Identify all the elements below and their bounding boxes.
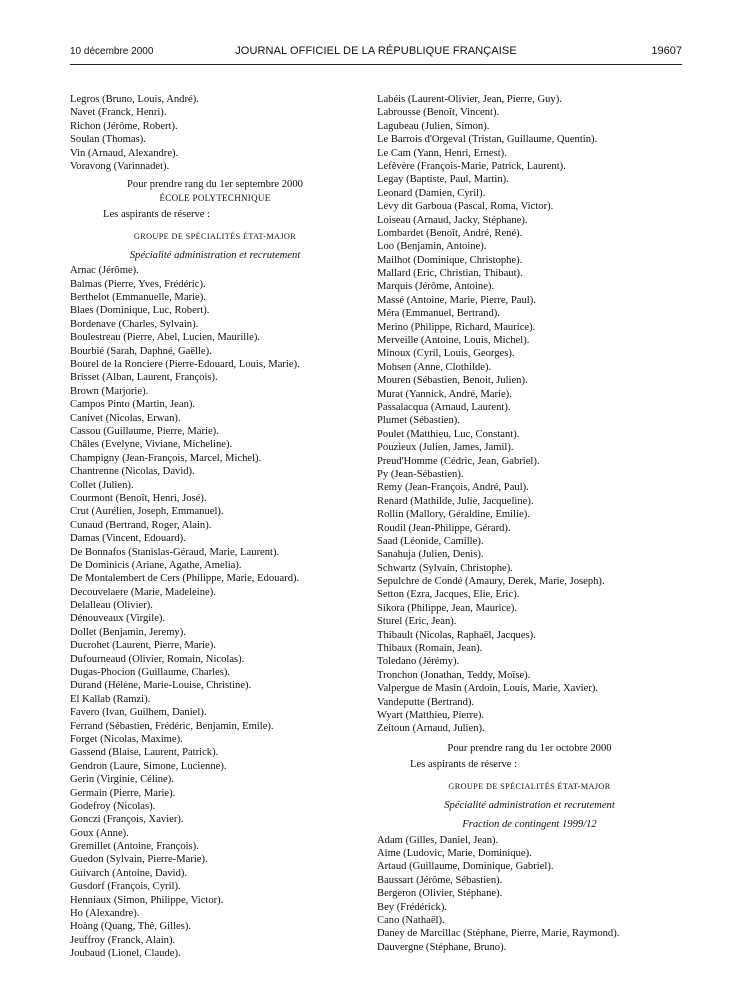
name-entry: Thibaux (Romain, Jean). bbox=[377, 643, 483, 655]
name-entry: Chantrenne (Nicolas, David). bbox=[70, 466, 195, 478]
name-entry: Soulan (Thomas). bbox=[70, 134, 146, 146]
school-heading: ÉCOLE POLYTECHNIQUE bbox=[159, 192, 271, 203]
name-entry: Joubaud (Lionel, Claude). bbox=[70, 948, 181, 960]
name-entry: Crut (Aurélien, Joseph, Emmanuel). bbox=[70, 506, 224, 518]
name-entry: Setton (Ezra, Jacques, Elie, Eric). bbox=[377, 589, 520, 601]
name-entry: Minoux (Cyril, Louis, Georges). bbox=[377, 348, 515, 360]
aspirants-label: Les aspirants de réserve : bbox=[103, 209, 211, 221]
name-entry: Navet (Franck, Henri). bbox=[70, 107, 167, 119]
name-entry: Voravong (Varinnadet). bbox=[70, 160, 170, 172]
name-entry: Preud'Homme (Cédric, Jean, Gabriel). bbox=[377, 455, 540, 467]
rank-heading-october: Pour prendre rang du 1er octobre 2000 bbox=[447, 742, 612, 754]
page-number: 19607 bbox=[651, 45, 682, 57]
name-entry: Courmont (Benoît, Henri, José). bbox=[70, 492, 207, 504]
name-entry: De Montalembert de Cers (Philippe, Marie, Edouard). bbox=[70, 573, 300, 585]
name-entry: Roudil (Jean-Philippe, Gérard). bbox=[377, 522, 511, 534]
name-entry: Mallard (Eric, Christian, Thibaut). bbox=[377, 268, 523, 280]
right-names-october bbox=[377, 834, 682, 955]
journal-title: JOURNAL OFFICIEL DE LA RÉPUBLIQUE FRANÇAISE bbox=[235, 45, 517, 57]
name-entry: Gonczi (François, Xavier). bbox=[70, 814, 184, 826]
name-entry: Merveille (Antoine, Louis, Michel). bbox=[377, 335, 530, 347]
name-entry: Hoàng (Quang, Thê, Gilles). bbox=[70, 921, 192, 933]
name-entry: Valpergue de Masin (Ardoin, Louis, Marie, Xavier). bbox=[377, 683, 599, 695]
name-entry: Sanahuja (Julien, Denis). bbox=[377, 549, 484, 561]
name-entry: Ho (Alexandre). bbox=[70, 908, 140, 920]
name-entry: Baussart (Jérôme, Sébastien). bbox=[377, 874, 503, 886]
name-entry: Sepulchre de Condé (Amaury, Derek, Marie, Joseph). bbox=[377, 576, 605, 588]
name-entry: Labéis (Laurent-Olivier, Jean, Pierre, Guy). bbox=[377, 94, 562, 105]
name-entry: Murat (Yannick, André, Marie). bbox=[377, 388, 512, 400]
name-entry: Durand (Hélène, Marie-Louise, Christine). bbox=[70, 680, 252, 692]
name-entry: Pouzieux (Julien, James, Jamil). bbox=[377, 442, 514, 454]
aspirants-label-october: Les aspirants de réserve : bbox=[410, 759, 518, 771]
name-entry: Sikora (Philippe, Jean, Maurice). bbox=[377, 602, 518, 614]
name-entry: De Dominicis (Ariane, Agathe, Amelia). bbox=[70, 559, 242, 571]
name-entry: Cunaud (Bertrand, Roger, Alain). bbox=[70, 519, 212, 531]
name-entry: Loiseau (Arnaud, Jacky, Stéphane). bbox=[377, 214, 528, 226]
header-rule bbox=[70, 64, 682, 65]
left-column bbox=[70, 93, 360, 961]
name-entry: Balmas (Pierre, Yves, Frédéric). bbox=[70, 278, 206, 290]
name-entry: Le Barrois d'Orgeval (Tristan, Guillaume, Quentin). bbox=[377, 134, 598, 146]
name-entry: Arnac (Jérôme). bbox=[70, 265, 139, 277]
name-entry: Bourbié (Sarah, Daphné, Gaëlle). bbox=[70, 345, 212, 357]
name-entry: Mailhot (Dominique, Christophe). bbox=[377, 254, 523, 266]
name-entry: Rollin (Mallory, Géraldine, Emilie). bbox=[377, 509, 530, 521]
name-entry: Champigny (Jean-François, Marcel, Michel). bbox=[70, 452, 262, 464]
name-entry: Wyart (Matthieu, Pierre). bbox=[377, 709, 485, 721]
name-entry: Dufourneaud (Olivier, Romain, Nicolas). bbox=[70, 653, 245, 665]
name-entry: Lagubeau (Julien, Simon). bbox=[377, 120, 490, 132]
name-entry: Blaes (Dominique, Luc, Robert). bbox=[70, 305, 210, 317]
fraction-heading: Fraction de contingent 1999/12 bbox=[462, 819, 597, 831]
name-entry: Poulet (Matthieu, Luc, Constant). bbox=[377, 428, 520, 440]
specialty-heading: Spécialité administration et recrutement bbox=[129, 249, 301, 261]
name-entry: Delalleau (Olivier). bbox=[70, 600, 153, 612]
name-entry: Gusdorf (François, Cyril). bbox=[70, 881, 181, 893]
name-entry: Guivarch (Antoine, David). bbox=[70, 867, 188, 879]
name-entry: Damas (Vincent, Edouard). bbox=[70, 533, 186, 545]
name-entry: Dollet (Benjamin, Jeremy). bbox=[70, 626, 186, 638]
name-entry: Remy (Jean-François, André, Paul). bbox=[377, 482, 529, 494]
name-entry: De Bonnafos (Stanislas-Géraud, Marie, Laurent). bbox=[70, 546, 280, 558]
rank-heading: Pour prendre rang du 1er septembre 2000 bbox=[127, 179, 303, 191]
name-entry: Renard (Mathilde, Julie, Jacqueline). bbox=[377, 495, 534, 507]
name-entry: Lombardet (Benoît, André, René). bbox=[377, 227, 523, 239]
group-heading-october: GROUPE DE SPÉCIALITÉS ÉTAT-MAJOR bbox=[448, 781, 611, 791]
group-heading: GROUPE DE SPÉCIALITÉS ÉTAT-MAJOR bbox=[133, 231, 297, 241]
name-entry: Sturel (Eric, Jean). bbox=[377, 616, 457, 628]
name-entry: Gendron (Laure, Simone, Lucienne). bbox=[70, 760, 227, 772]
name-entry: Schwartz (Sylvain, Christophe). bbox=[377, 562, 513, 574]
name-entry: Daney de Marcillac (Stéphane, Pierre, Marie, Raymond). bbox=[377, 928, 620, 940]
name-entry: Brown (Marjorie). bbox=[70, 385, 149, 397]
name-entry: Legros (Bruno, Louis, André). bbox=[70, 94, 199, 105]
name-entry: Boulestreau (Pierre, Abel, Lucien, Maurille). bbox=[70, 332, 261, 344]
name-entry: Legay (Baptiste, Paul, Martin). bbox=[377, 174, 509, 186]
name-entry: Ducrohet (Laurent, Pierre, Marie). bbox=[70, 640, 216, 652]
left-names bbox=[70, 264, 360, 960]
name-entry: Adam (Gilles, Daniel, Jean). bbox=[377, 834, 499, 846]
name-entry: Levy dit Garboua (Pascal, Roma, Victor). bbox=[377, 201, 554, 213]
name-entry: Loo (Benjamin, Antoine). bbox=[377, 241, 487, 253]
name-entry: Decouvelaere (Marie, Madeleine). bbox=[70, 586, 216, 598]
name-entry: Guedon (Sylvain, Pierre-Marie). bbox=[70, 854, 208, 866]
name-entry: Massé (Antoine, Marie, Pierre, Paul). bbox=[377, 294, 536, 306]
name-entry: Dugas-Phocion (Guillaume, Charles). bbox=[70, 667, 231, 679]
name-entry: Favero (Ivan, Guilhem, Daniel). bbox=[70, 707, 207, 719]
name-entry: Bourel de la Ronciere (Pierre-Edouard, Louis, Marie). bbox=[70, 359, 300, 371]
name-entry: Vin (Arnaud, Alexandre). bbox=[70, 147, 179, 159]
name-entry: Germain (Pierre, Marie). bbox=[70, 787, 176, 799]
name-entry: Tronchon (Jonathan, Teddy, Moïse). bbox=[377, 669, 531, 681]
name-entry: Dauvergne (Stéphane, Bruno). bbox=[377, 941, 507, 953]
name-entry: Gerin (Virginie, Céline). bbox=[70, 774, 174, 786]
name-entry: Saad (Léonide, Camille). bbox=[377, 535, 484, 547]
name-entry: Aime (Ludovic, Marie, Dominique). bbox=[377, 848, 532, 860]
name-entry: Brisset (Alban, Laurent, François). bbox=[70, 372, 218, 384]
name-entry: Passalacqua (Arnaud, Laurent). bbox=[377, 401, 511, 413]
name-entry: Bergeron (Olivier, Stéphane). bbox=[377, 888, 503, 900]
name-entry: Méra (Emmanuel, Bertrand). bbox=[377, 308, 500, 320]
name-entry: Gremillet (Antoine, François). bbox=[70, 841, 199, 853]
name-entry: Dénouveaux (Virgile). bbox=[70, 613, 166, 625]
right-names bbox=[377, 93, 682, 736]
name-entry: Merino (Philippe, Richard, Maurice). bbox=[377, 321, 536, 333]
name-entry: Richon (Jérôme, Robert). bbox=[70, 120, 178, 132]
name-entry: Ferrand (Sébastien, Frédéric, Benjamin, Emile). bbox=[70, 720, 274, 732]
name-entry: Labrousse (Benoît, Vincent). bbox=[377, 107, 500, 119]
issue-date: 10 décembre 2000 bbox=[70, 46, 154, 57]
right-column bbox=[377, 93, 682, 954]
name-entry: Berthelot (Emmanuelle, Marie). bbox=[70, 292, 206, 304]
name-entry: Forget (Nicolas, Maxime). bbox=[70, 733, 183, 745]
name-entry: Toledano (Jérémy). bbox=[377, 656, 460, 668]
name-entry: Bordenave (Charles, Sylvain). bbox=[70, 318, 199, 330]
name-entry: Mouren (Sébastien, Benoit, Julien). bbox=[377, 375, 528, 387]
name-entry: Lefèvère (François-Marie, Patrick, Laurent). bbox=[377, 160, 566, 172]
name-entry: Bey (Frédérick). bbox=[377, 901, 448, 913]
name-entry: Le Cam (Yann, Henri, Ernest). bbox=[377, 147, 507, 159]
name-entry: Gassend (Blaise, Laurent, Patrick). bbox=[70, 747, 219, 759]
specialty-heading-october: Spécialité administration et recrutement bbox=[444, 799, 615, 811]
name-entry: Vandeputte (Bertrand). bbox=[377, 696, 475, 708]
name-entry: Goux (Anne). bbox=[70, 827, 129, 839]
name-entry: Py (Jean-Sébastien). bbox=[377, 468, 464, 480]
name-entry: Zeitoun (Arnaud, Julien). bbox=[377, 723, 485, 735]
name-entry: Godefroy (Nicolas). bbox=[70, 800, 156, 812]
name-entry: El Kallab (Ramzi). bbox=[70, 693, 151, 705]
name-entry: Campos Pinto (Martin, Jean). bbox=[70, 399, 196, 411]
page-header bbox=[70, 42, 682, 60]
name-entry: Marquis (Jérôme, Antoine). bbox=[377, 281, 495, 293]
name-entry: Mohsen (Anne, Clothilde). bbox=[377, 361, 492, 373]
name-entry: Plumet (Sébastien). bbox=[377, 415, 460, 427]
name-entry: Châles (Evelyne, Viviane, Micheline). bbox=[70, 439, 233, 451]
name-entry: Cassou (Guillaume, Pierre, Marie). bbox=[70, 425, 219, 437]
name-entry: Henniaux (Simon, Philippe, Victor). bbox=[70, 894, 224, 906]
name-entry: Thibault (Nicolas, Raphaël, Jacques). bbox=[377, 629, 536, 641]
name-entry: Artaud (Guillaume, Dominique, Gabriel). bbox=[377, 861, 554, 873]
name-entry: Canivet (Nicolas, Erwan). bbox=[70, 412, 181, 424]
name-entry: Leonard (Damien, Cyril). bbox=[377, 187, 486, 199]
name-entry: Jeuffroy (Franck, Alain). bbox=[70, 934, 176, 946]
name-entry: Collet (Julien). bbox=[70, 479, 134, 491]
left-top-names bbox=[70, 93, 360, 173]
name-entry: Cano (Nathaël). bbox=[377, 915, 445, 927]
